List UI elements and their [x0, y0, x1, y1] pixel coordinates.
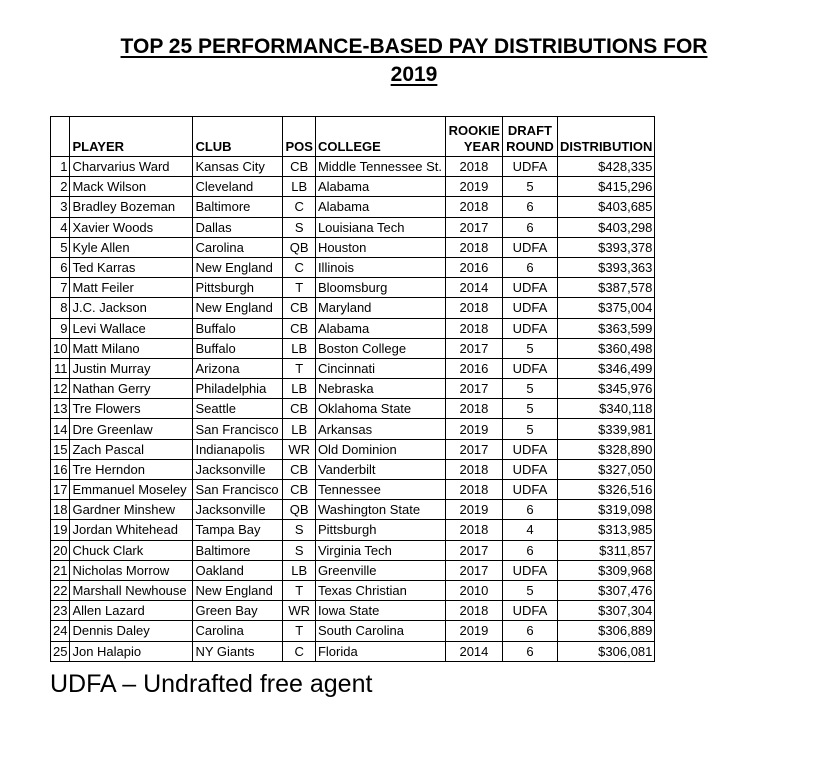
cell-rookie-year: 2010 [445, 580, 502, 600]
cell-college: Boston College [315, 338, 445, 358]
cell-rookie-year: 2017 [445, 338, 502, 358]
cell-pos: T [283, 580, 315, 600]
cell-club: Buffalo [193, 338, 283, 358]
cell-club: Baltimore [193, 197, 283, 217]
cell-draft-round: UDFA [502, 298, 557, 318]
cell-rank: 25 [51, 641, 70, 661]
cell-rookie-year: 2016 [445, 358, 502, 378]
table-row [51, 257, 655, 277]
cell-rookie-year: 2014 [445, 641, 502, 661]
cell-club: Baltimore [193, 540, 283, 560]
cell-player: Matt Feiler [70, 278, 193, 298]
cell-player: Matt Milano [70, 338, 193, 358]
cell-draft-round: UDFA [502, 157, 557, 177]
cell-pos: S [283, 520, 315, 540]
cell-rank: 17 [51, 480, 70, 500]
cell-pos: T [283, 621, 315, 641]
header-rookie-year-line1: ROOKIE [448, 123, 500, 138]
cell-player: Nathan Gerry [70, 379, 193, 399]
cell-pos: CB [283, 399, 315, 419]
cell-college: South Carolina [315, 621, 445, 641]
table-row [51, 500, 655, 520]
cell-pos: T [283, 278, 315, 298]
cell-club: New England [193, 257, 283, 277]
page-title-line2: 2019 [390, 63, 438, 86]
cell-club: New England [193, 298, 283, 318]
cell-rookie-year: 2019 [445, 419, 502, 439]
cell-distribution: $307,476 [557, 580, 654, 600]
cell-pos: S [283, 217, 315, 237]
header-draft-round-line2: ROUND [506, 139, 554, 154]
table-row [51, 298, 655, 318]
cell-college: Louisiana Tech [315, 217, 445, 237]
cell-rank: 14 [51, 419, 70, 439]
cell-player: Ted Karras [70, 257, 193, 277]
cell-draft-round: 6 [502, 641, 557, 661]
header-pos: POS [283, 117, 315, 157]
cell-college: Alabama [315, 318, 445, 338]
cell-rank: 11 [51, 358, 70, 378]
cell-college: Tennessee [315, 480, 445, 500]
cell-club: Tampa Bay [193, 520, 283, 540]
cell-pos: S [283, 540, 315, 560]
cell-club: Jacksonville [193, 500, 283, 520]
cell-rookie-year: 2018 [445, 318, 502, 338]
cell-pos: LB [283, 338, 315, 358]
cell-pos: CB [283, 298, 315, 318]
header-club: CLUB [193, 117, 283, 157]
table-row [51, 601, 655, 621]
cell-rank: 20 [51, 540, 70, 560]
cell-draft-round: 5 [502, 580, 557, 600]
cell-draft-round: 4 [502, 520, 557, 540]
table-row [51, 197, 655, 217]
cell-club: Kansas City [193, 157, 283, 177]
table-row [51, 278, 655, 298]
page-title [0, 33, 828, 89]
cell-pos: CB [283, 459, 315, 479]
cell-draft-round: 6 [502, 540, 557, 560]
cell-rookie-year: 2018 [445, 197, 502, 217]
cell-pos: LB [283, 560, 315, 580]
cell-club: Carolina [193, 237, 283, 257]
cell-player: Levi Wallace [70, 318, 193, 338]
cell-college: Oklahoma State [315, 399, 445, 419]
cell-distribution: $309,968 [557, 560, 654, 580]
cell-college: Bloomsburg [315, 278, 445, 298]
cell-player: Marshall Newhouse [70, 580, 193, 600]
cell-rookie-year: 2018 [445, 520, 502, 540]
cell-rookie-year: 2018 [445, 399, 502, 419]
table-row [51, 459, 655, 479]
table-row [51, 358, 655, 378]
cell-college: Maryland [315, 298, 445, 318]
cell-rank: 19 [51, 520, 70, 540]
cell-distribution: $428,335 [557, 157, 654, 177]
table-row [51, 439, 655, 459]
cell-distribution: $363,599 [557, 318, 654, 338]
cell-college: Alabama [315, 197, 445, 217]
cell-college: Pittsburgh [315, 520, 445, 540]
cell-club: Dallas [193, 217, 283, 237]
cell-player: Tre Herndon [70, 459, 193, 479]
table-row [51, 540, 655, 560]
cell-player: Kyle Allen [70, 237, 193, 257]
cell-player: Zach Pascal [70, 439, 193, 459]
cell-pos: LB [283, 177, 315, 197]
cell-college: Houston [315, 237, 445, 257]
cell-draft-round: UDFA [502, 278, 557, 298]
cell-distribution: $306,889 [557, 621, 654, 641]
cell-college: Illinois [315, 257, 445, 277]
cell-rank: 22 [51, 580, 70, 600]
cell-rank: 12 [51, 379, 70, 399]
distribution-table [50, 116, 655, 662]
cell-distribution: $415,296 [557, 177, 654, 197]
cell-distribution: $403,298 [557, 217, 654, 237]
cell-draft-round: UDFA [502, 459, 557, 479]
cell-player: Emmanuel Moseley [70, 480, 193, 500]
cell-rank: 7 [51, 278, 70, 298]
page-title-line1: TOP 25 PERFORMANCE-BASED PAY DISTRIBUTIONS FOR [120, 35, 708, 58]
cell-distribution: $326,516 [557, 480, 654, 500]
table-row [51, 580, 655, 600]
table-row [51, 338, 655, 358]
cell-distribution: $360,498 [557, 338, 654, 358]
cell-distribution: $311,857 [557, 540, 654, 560]
cell-distribution: $339,981 [557, 419, 654, 439]
table-row [51, 399, 655, 419]
table-row [51, 217, 655, 237]
cell-rookie-year: 2017 [445, 560, 502, 580]
cell-draft-round: 6 [502, 500, 557, 520]
cell-college: Cincinnati [315, 358, 445, 378]
cell-draft-round: UDFA [502, 439, 557, 459]
cell-rank: 8 [51, 298, 70, 318]
cell-player: Mack Wilson [70, 177, 193, 197]
cell-club: Philadelphia [193, 379, 283, 399]
cell-rank: 13 [51, 399, 70, 419]
cell-player: Charvarius Ward [70, 157, 193, 177]
cell-pos: QB [283, 237, 315, 257]
cell-draft-round: UDFA [502, 358, 557, 378]
cell-college: Arkansas [315, 419, 445, 439]
cell-rank: 23 [51, 601, 70, 621]
cell-rookie-year: 2018 [445, 459, 502, 479]
cell-college: Greenville [315, 560, 445, 580]
table-row [51, 177, 655, 197]
cell-college: Washington State [315, 500, 445, 520]
cell-club: Green Bay [193, 601, 283, 621]
cell-pos: CB [283, 480, 315, 500]
header-player: PLAYER [70, 117, 193, 157]
header-college: COLLEGE [315, 117, 445, 157]
cell-college: Virginia Tech [315, 540, 445, 560]
cell-distribution: $319,098 [557, 500, 654, 520]
cell-distribution: $313,985 [557, 520, 654, 540]
footnote: UDFA – Undrafted free agent [50, 670, 373, 698]
cell-rank: 5 [51, 237, 70, 257]
cell-rank: 24 [51, 621, 70, 641]
cell-rookie-year: 2018 [445, 601, 502, 621]
cell-draft-round: UDFA [502, 560, 557, 580]
cell-college: Nebraska [315, 379, 445, 399]
cell-rookie-year: 2017 [445, 540, 502, 560]
cell-draft-round: 6 [502, 257, 557, 277]
cell-college: Iowa State [315, 601, 445, 621]
cell-distribution: $327,050 [557, 459, 654, 479]
cell-player: Nicholas Morrow [70, 560, 193, 580]
cell-pos: LB [283, 379, 315, 399]
cell-club: Buffalo [193, 318, 283, 338]
cell-college: Middle Tennessee St. [315, 157, 445, 177]
cell-draft-round: 5 [502, 399, 557, 419]
cell-rank: 18 [51, 500, 70, 520]
header-rookie-year [445, 117, 502, 157]
cell-draft-round: UDFA [502, 318, 557, 338]
cell-distribution: $393,363 [557, 257, 654, 277]
cell-rank: 1 [51, 157, 70, 177]
cell-distribution: $375,004 [557, 298, 654, 318]
cell-distribution: $307,304 [557, 601, 654, 621]
cell-rank: 2 [51, 177, 70, 197]
cell-draft-round: 6 [502, 197, 557, 217]
cell-rank: 3 [51, 197, 70, 217]
cell-draft-round: 5 [502, 419, 557, 439]
cell-player: Gardner Minshew [70, 500, 193, 520]
cell-distribution: $328,890 [557, 439, 654, 459]
cell-club: Seattle [193, 399, 283, 419]
cell-rank: 10 [51, 338, 70, 358]
cell-rank: 15 [51, 439, 70, 459]
cell-club: Jacksonville [193, 459, 283, 479]
cell-rank: 9 [51, 318, 70, 338]
cell-player: Chuck Clark [70, 540, 193, 560]
cell-pos: C [283, 641, 315, 661]
cell-rookie-year: 2016 [445, 257, 502, 277]
header-draft-round [502, 117, 557, 157]
cell-rookie-year: 2018 [445, 480, 502, 500]
table-row [51, 641, 655, 661]
table-row [51, 520, 655, 540]
cell-club: San Francisco [193, 480, 283, 500]
cell-rookie-year: 2017 [445, 217, 502, 237]
header-distribution: DISTRIBUTION [557, 117, 654, 157]
cell-player: Bradley Bozeman [70, 197, 193, 217]
table-body [51, 157, 655, 662]
cell-pos: CB [283, 157, 315, 177]
cell-draft-round: UDFA [502, 601, 557, 621]
table-row [51, 237, 655, 257]
cell-club: Arizona [193, 358, 283, 378]
cell-college: Texas Christian [315, 580, 445, 600]
header-rank [51, 117, 70, 157]
cell-club: New England [193, 580, 283, 600]
cell-distribution: $393,378 [557, 237, 654, 257]
cell-distribution: $306,081 [557, 641, 654, 661]
cell-club: San Francisco [193, 419, 283, 439]
cell-player: Dre Greenlaw [70, 419, 193, 439]
cell-rookie-year: 2017 [445, 439, 502, 459]
cell-pos: C [283, 197, 315, 217]
cell-club: Oakland [193, 560, 283, 580]
cell-college: Alabama [315, 177, 445, 197]
table-row [51, 560, 655, 580]
cell-pos: LB [283, 419, 315, 439]
cell-distribution: $340,118 [557, 399, 654, 419]
cell-rookie-year: 2018 [445, 298, 502, 318]
table-row [51, 318, 655, 338]
cell-player: Jordan Whitehead [70, 520, 193, 540]
cell-draft-round: 5 [502, 177, 557, 197]
cell-college: Old Dominion [315, 439, 445, 459]
cell-distribution: $346,499 [557, 358, 654, 378]
cell-player: Xavier Woods [70, 217, 193, 237]
cell-rookie-year: 2019 [445, 177, 502, 197]
cell-club: Pittsburgh [193, 278, 283, 298]
cell-pos: CB [283, 318, 315, 338]
header-draft-round-line1: DRAFT [507, 123, 552, 138]
cell-pos: T [283, 358, 315, 378]
table-header-row [51, 117, 655, 157]
cell-rank: 16 [51, 459, 70, 479]
cell-pos: C [283, 257, 315, 277]
cell-rookie-year: 2017 [445, 379, 502, 399]
header-rookie-year-line2: YEAR [463, 139, 500, 154]
cell-distribution: $387,578 [557, 278, 654, 298]
cell-college: Vanderbilt [315, 459, 445, 479]
cell-rank: 21 [51, 560, 70, 580]
cell-draft-round: 6 [502, 217, 557, 237]
cell-player: Allen Lazard [70, 601, 193, 621]
table-row [51, 379, 655, 399]
cell-draft-round: UDFA [502, 480, 557, 500]
cell-club: Cleveland [193, 177, 283, 197]
cell-rookie-year: 2019 [445, 500, 502, 520]
cell-rookie-year: 2014 [445, 278, 502, 298]
cell-player: Justin Murray [70, 358, 193, 378]
cell-distribution: $345,976 [557, 379, 654, 399]
table-row [51, 480, 655, 500]
table-row [51, 157, 655, 177]
table-row [51, 621, 655, 641]
cell-player: Tre Flowers [70, 399, 193, 419]
cell-draft-round: 6 [502, 621, 557, 641]
cell-college: Florida [315, 641, 445, 661]
cell-club: Carolina [193, 621, 283, 641]
cell-draft-round: 5 [502, 338, 557, 358]
cell-rookie-year: 2018 [445, 237, 502, 257]
cell-player: Jon Halapio [70, 641, 193, 661]
cell-player: J.C. Jackson [70, 298, 193, 318]
cell-rookie-year: 2018 [445, 157, 502, 177]
cell-player: Dennis Daley [70, 621, 193, 641]
cell-club: NY Giants [193, 641, 283, 661]
cell-pos: WR [283, 439, 315, 459]
table-row [51, 419, 655, 439]
cell-pos: QB [283, 500, 315, 520]
cell-draft-round: UDFA [502, 237, 557, 257]
cell-pos: WR [283, 601, 315, 621]
cell-distribution: $403,685 [557, 197, 654, 217]
cell-rookie-year: 2019 [445, 621, 502, 641]
cell-rank: 4 [51, 217, 70, 237]
cell-rank: 6 [51, 257, 70, 277]
cell-club: Indianapolis [193, 439, 283, 459]
cell-draft-round: 5 [502, 379, 557, 399]
